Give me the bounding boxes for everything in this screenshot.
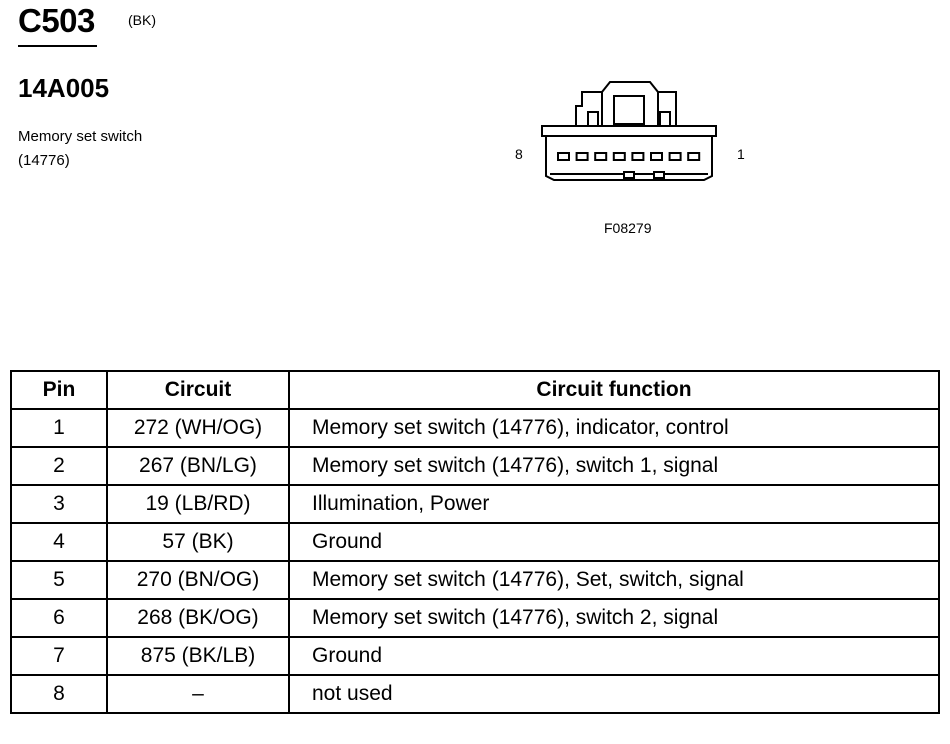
pin-label-8: 8 [515, 146, 523, 162]
pin-slot [632, 153, 643, 160]
circuit-cell: 875 (BK/LB) [107, 637, 289, 675]
circuit-cell: 19 (LB/RD) [107, 485, 289, 523]
header-circuit: Circuit [107, 371, 289, 409]
function-cell: Memory set switch (14776), indicator, control [289, 409, 939, 447]
header-circuit-function: Circuit function [289, 371, 939, 409]
connector-id: C503 [18, 3, 97, 47]
pin-slot [577, 153, 588, 160]
pin-slot [595, 153, 606, 160]
latch-window [614, 96, 644, 124]
pin-cell: 2 [11, 447, 107, 485]
table-row [11, 675, 939, 713]
pin-cell: 8 [11, 675, 107, 713]
pin-cell: 4 [11, 523, 107, 561]
table-row [11, 561, 939, 599]
latch-tab-left [588, 112, 598, 126]
component-name: Memory set switch [18, 128, 143, 145]
table-row [11, 637, 939, 675]
circuit-cell: 57 (BK) [107, 523, 289, 561]
connector-face-drawing [536, 76, 722, 184]
function-cell: not used [289, 675, 939, 713]
table-header-row [11, 371, 939, 409]
pin-label-1: 1 [737, 146, 745, 162]
table-row [11, 409, 939, 447]
figure-id: F08279 [604, 220, 652, 236]
pin-cell: 3 [11, 485, 107, 523]
circuit-cell: 270 (BN/OG) [107, 561, 289, 599]
pin-slot [614, 153, 625, 160]
pin-slot [670, 153, 681, 160]
pinout-table [10, 370, 940, 714]
table-row [11, 523, 939, 561]
pin-cell: 5 [11, 561, 107, 599]
function-cell: Memory set switch (14776), Set, switch, signal [289, 561, 939, 599]
part-number: 14A005 [18, 73, 110, 103]
function-cell: Ground [289, 637, 939, 675]
connector-color: (BK) [128, 12, 156, 28]
function-cell: Memory set switch (14776), switch 1, signal [289, 447, 939, 485]
pin-cell: 1 [11, 409, 107, 447]
circuit-cell: 272 (WH/OG) [107, 409, 289, 447]
pin-slot [688, 153, 699, 160]
table-row [11, 599, 939, 637]
table-row [11, 447, 939, 485]
component-number: (14776) [18, 152, 70, 169]
function-cell: Illumination, Power [289, 485, 939, 523]
header-pin: Pin [11, 371, 107, 409]
table-row [11, 485, 939, 523]
circuit-cell: 268 (BK/OG) [107, 599, 289, 637]
connector-body [542, 126, 716, 136]
pin-slot [651, 153, 662, 160]
circuit-cell: – [107, 675, 289, 713]
pin-cell: 7 [11, 637, 107, 675]
function-cell: Ground [289, 523, 939, 561]
circuit-cell: 267 (BN/LG) [107, 447, 289, 485]
pin-slot [558, 153, 569, 160]
latch-tab-right [660, 112, 670, 126]
pin-cell: 6 [11, 599, 107, 637]
function-cell: Memory set switch (14776), switch 2, signal [289, 599, 939, 637]
